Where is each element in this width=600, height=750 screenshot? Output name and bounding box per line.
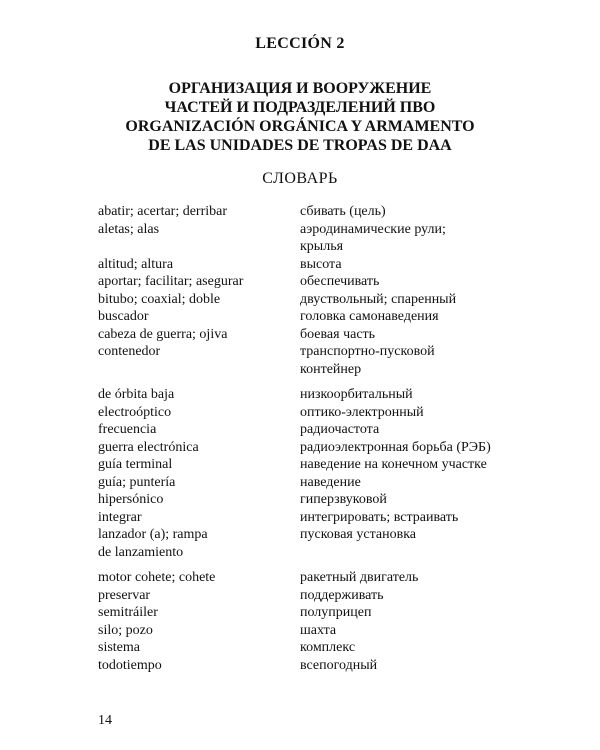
- vocab-row: [0, 474, 600, 492]
- page-number: 14: [98, 713, 112, 728]
- spanish-term: guía; puntería: [98, 474, 176, 490]
- russian-translation: комплекс: [300, 640, 356, 655]
- vocab-row: [0, 509, 600, 527]
- vocab-row: [0, 587, 600, 605]
- spanish-term: hipersónico: [98, 492, 164, 507]
- russian-translation: ракетный двигатель: [300, 570, 419, 585]
- vocab-row: [0, 326, 600, 344]
- vocab-row: [0, 343, 600, 361]
- vocab-row: [0, 404, 600, 422]
- vocab-row: [0, 622, 600, 640]
- russian-translation: радиоэлектронная борьба (РЭБ): [300, 439, 491, 455]
- russian-translation: транспортно-пусковой: [300, 344, 435, 359]
- russian-translation: крылья: [300, 239, 344, 254]
- spanish-term: todotiempo: [98, 657, 162, 673]
- russian-translation: интегрировать; встраивать: [300, 509, 459, 525]
- russian-translation: полуприцеп: [300, 605, 372, 620]
- russian-translation: сбивать (цель): [300, 204, 386, 219]
- spanish-term: guía terminal: [98, 457, 173, 472]
- vocab-row: [0, 456, 600, 474]
- spanish-term: cabeza de guerra; ojiva: [98, 326, 228, 342]
- title-line-ru-2: ЧАСТЕЙ И ПОДРАЗДЕЛЕНИЙ ПВО: [164, 99, 436, 116]
- russian-translation: обеспечивать: [300, 274, 380, 289]
- vocab-row: [0, 291, 600, 309]
- russian-translation: боевая часть: [300, 326, 376, 342]
- vocab-spacer: [0, 378, 600, 386]
- spanish-term: contenedor: [98, 344, 161, 359]
- russian-translation: аэродинамические рули;: [300, 221, 446, 237]
- russian-translation: поддерживать: [300, 587, 384, 603]
- spanish-term: de órbita baja: [98, 387, 175, 402]
- spanish-term: semitráiler: [98, 605, 158, 620]
- spanish-term: integrar: [98, 509, 142, 525]
- lesson-heading: LECCIÓN 2: [255, 35, 345, 52]
- title-line-es-1: ORGANIZACIÓN ORGÁNICA Y ARMAMENTO: [125, 118, 475, 135]
- spanish-term: aletas; alas: [98, 221, 160, 237]
- russian-translation: шахта: [300, 622, 337, 638]
- spanish-term: preservar: [98, 587, 151, 603]
- russian-translation: оптико-электронный: [300, 404, 424, 420]
- spanish-term: abatir; acertar; derribar: [98, 204, 228, 219]
- spanish-term: buscador: [98, 309, 149, 324]
- vocab-row: [0, 526, 600, 544]
- russian-translation: гиперзвуковой: [300, 492, 387, 507]
- vocab-row: [0, 421, 600, 439]
- vocab-row: [0, 273, 600, 291]
- vocab-row: [0, 491, 600, 509]
- russian-translation: пусковая установка: [300, 527, 416, 542]
- vocab-row: [0, 604, 600, 622]
- vocab-row: [0, 544, 600, 562]
- russian-translation: наведение: [300, 474, 361, 490]
- vocab-row: [0, 569, 600, 587]
- vocabulary-heading: СЛОВАРЬ: [262, 170, 338, 187]
- spanish-term: lanzador (a); rampa: [98, 527, 208, 542]
- vocab-row: [0, 308, 600, 326]
- vocab-row: [0, 256, 600, 274]
- spanish-term: frecuencia: [98, 422, 157, 437]
- lesson-title: [0, 79, 600, 155]
- vocab-row: [0, 361, 600, 379]
- title-line-ru-1: ОРГАНИЗАЦИЯ И ВООРУЖЕНИЕ: [168, 80, 432, 97]
- vocab-row: [0, 221, 600, 239]
- title-line-es-2: DE LAS UNIDADES DE TROPAS DE DAA: [148, 137, 452, 154]
- vocab-row: [0, 203, 600, 221]
- spanish-term: de lanzamiento: [98, 544, 184, 560]
- vocab-row: [0, 657, 600, 675]
- spanish-term: electroóptico: [98, 404, 172, 420]
- spanish-term: silo; pozo: [98, 622, 153, 638]
- spanish-term: motor cohete; cohete: [98, 570, 216, 585]
- vocab-row: [0, 238, 600, 256]
- russian-translation: контейнер: [300, 361, 362, 377]
- spanish-term: altitud; altura: [98, 256, 174, 272]
- russian-translation: радиочастота: [300, 422, 380, 437]
- vocabulary-list: [0, 203, 600, 674]
- vocab-row: [0, 386, 600, 404]
- spanish-term: guerra electrónica: [98, 439, 199, 455]
- spanish-term: sistema: [98, 640, 140, 655]
- spanish-term: bitubo; coaxial; doble: [98, 291, 221, 307]
- russian-translation: наведение на конечном участке: [300, 457, 487, 472]
- vocab-spacer: [0, 561, 600, 569]
- russian-translation: всепогодный: [300, 657, 378, 673]
- vocab-row: [0, 639, 600, 657]
- vocab-row: [0, 439, 600, 457]
- russian-translation: низкоорбитальный: [300, 387, 413, 402]
- russian-translation: головка самонаведения: [300, 309, 439, 324]
- russian-translation: двуствольный; спаренный: [300, 291, 457, 307]
- spanish-term: aportar; facilitar; asegurar: [98, 274, 244, 289]
- russian-translation: высота: [300, 256, 342, 272]
